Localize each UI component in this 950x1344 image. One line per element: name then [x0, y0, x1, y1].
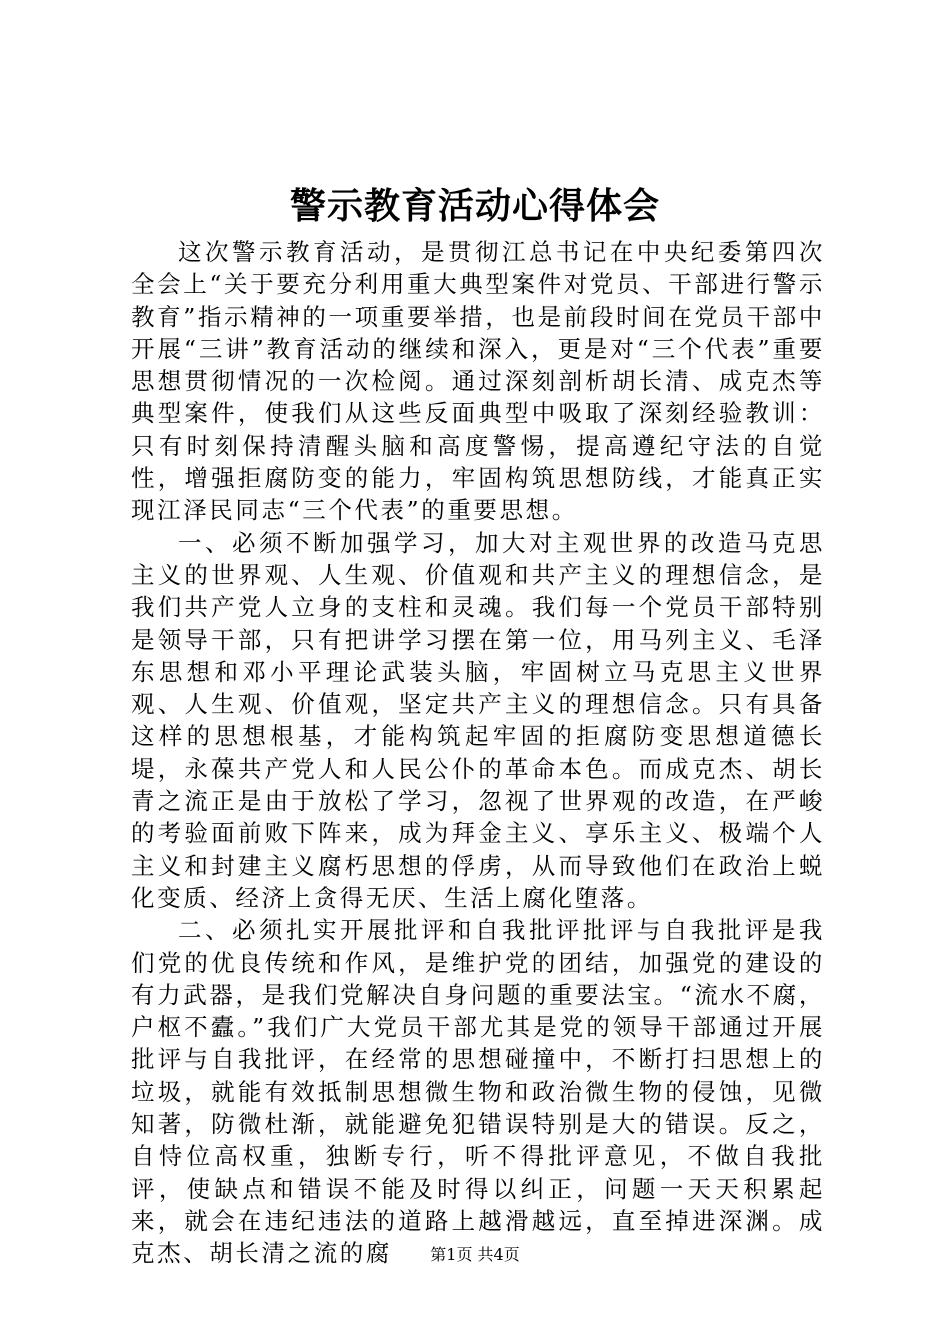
paragraph-section-one: 一、必须不断加强学习，加大对主观世界的改造马克思主义的世界观、人生观、价值观和共产主义的理想信念，是我们共产党人立身的支柱和灵魂。我们每一个党员干部特别是领导干部，只有把讲学习摆在第一位，用马列主义、毛泽东思想和邓小平理论武装头脑，牢固树立马克思主义世界观、人生观、价值观，坚定共产主义的理想信念。只有具备这样的思想根基，才能构筑起牢固的拒腐防变思想道德长堤，永葆共产党人和人民公仆的革命本色。而成克杰、胡长青之流正是由于放松了学习，忽视了世界观的改造，在严峻的考验面前败下阵来，成为拜金主义、享乐主义、极端个人主义和封建主义腐朽思想的俘虏，从而导致他们在政治上蜕化变质、经济上贪得无厌、生活上腐化堕落。 — [131, 528, 825, 912]
document-body — [131, 236, 825, 1270]
paragraph-section-two: 二、必须扎实开展批评和自我批评批评与自我批评是我们党的优良传统和作风，是维护党的团结，加强党的建设的有力武器，是我们党解决自身问题的重要法宝。“流水不腐，户枢不蠹。”我们广大党员干部尤其是党的领导干部通过开展批评与自我批评，在经常的思想碰撞中，不断打扫思想上的垃圾，就能有效抵制思想微生物和政治微生物的侵蚀，见微知著，防微杜渐，就能避免犯错误特别是大的错误。反之，自恃位高权重，独断专行，听不得批评意见，不做自我批评，使缺点和错误不能及时得以纠正，问题一天天积累起来，就会在违纪违法的道路上越滑越远，直至掉进深渊。成克杰、胡长清之流的腐 — [131, 916, 825, 1268]
document-title: 警示教育活动心得体会 — [289, 185, 660, 227]
paragraph-intro: 这次警示教育活动，是贯彻江总书记在中央纪委第四次全会上“关于要充分利用重大典型案件对党员、干部进行警示教育”指示精神的一项重要举措，也是前段时间在党员干部中开展“三讲”教育活动的继续和深入，更是对“三个代表”重要思想贯彻情况的一次检阅。通过深刻剖析胡长清、成克杰等典型案件，使我们从这些反面典型中吸取了深刻经验教训：只有时刻保持清醒头脑和高度警惕，提高遵纪守法的自觉性，增强拒腐防变的能力，牢固构筑思想防线，才能真正实现江泽民同志“三个代表”的重要思想。 — [131, 238, 825, 525]
page-number-footer: 第1页 共4页 — [430, 1245, 520, 1264]
